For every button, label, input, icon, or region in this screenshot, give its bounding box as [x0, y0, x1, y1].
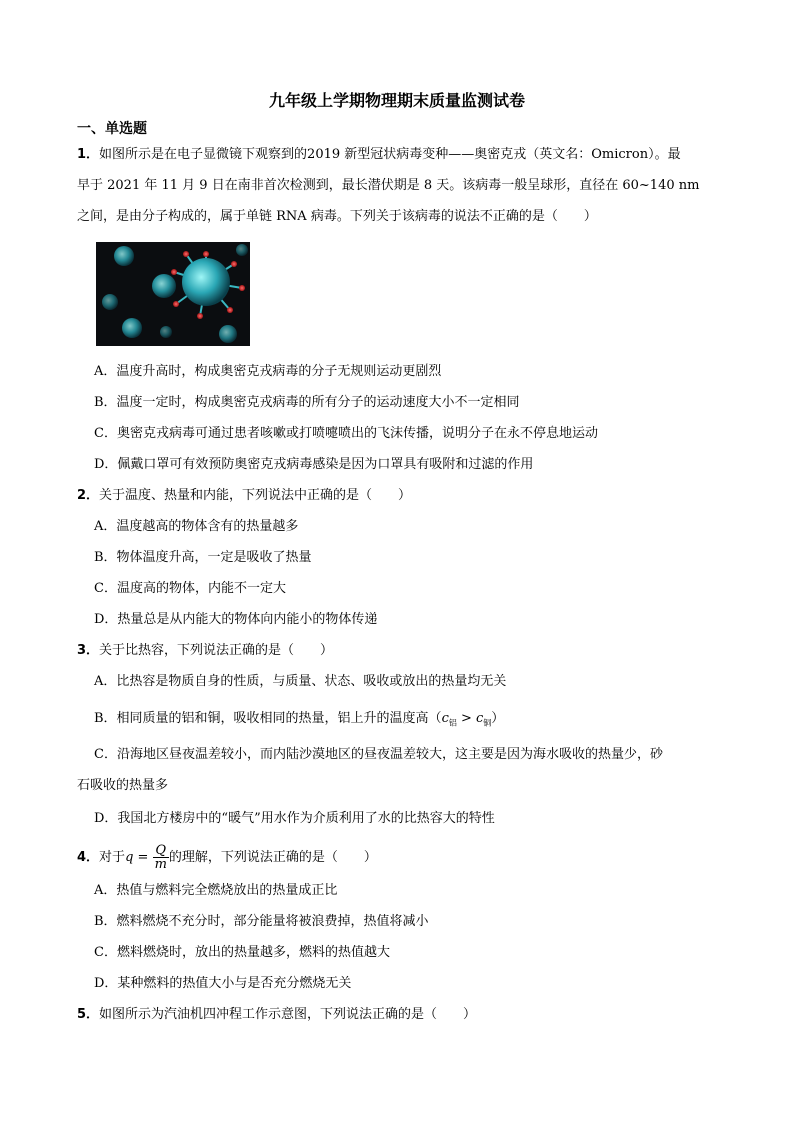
page-title: 九年级上学期物理期末质量监测试卷	[268, 91, 525, 110]
q1-option-a: A．温度升高时，构成奥密克戎病毒的分子无规则运动更剧烈	[94, 364, 442, 379]
equals-sign: =	[133, 850, 153, 865]
fraction	[153, 844, 169, 871]
q3-option-b-text: B．相同质量的铝和铜，吸收相同的热量，铝上升的温度高（	[94, 711, 442, 726]
c-symbol-2: c	[476, 711, 484, 726]
q3-option-d: D．我国北方楼房中的“暖气”用水作为介质利用了水的比热容大的特性	[94, 811, 495, 826]
denominator: m	[154, 857, 167, 872]
virus-microscope-image	[96, 242, 250, 346]
q2-option-b: B．物体温度升高，一定是吸收了热量	[94, 550, 312, 565]
q1-number: 1．	[77, 147, 100, 162]
q4-option-b: B．燃料燃烧不充分时，部分能量将被浪费掉，热值将减小	[94, 914, 429, 929]
copper-subscript: 铜	[483, 718, 492, 728]
q1-option-b: B．温度一定时，构成奥密克戎病毒的所有分子的运动速度大小不一定相同	[94, 395, 520, 410]
q3-number: 3．	[77, 643, 100, 658]
q1-line1	[77, 146, 681, 164]
q4-option-d: D．某种燃料的热值大小与是否充分燃烧无关	[94, 976, 352, 991]
greater-than: >	[456, 711, 477, 726]
q2-stem-line	[77, 487, 411, 505]
section-heading: 一、单选题	[77, 121, 147, 137]
q-symbol: q	[125, 850, 134, 865]
q5-number: 5．	[77, 1007, 100, 1022]
q4-option-a: A．热值与燃料完全燃烧放出的热量成正比	[94, 883, 338, 898]
q5-stem: 如图所示为汽油机四冲程工作示意图，下列说法正确的是（ ）	[99, 1007, 477, 1022]
q5-stem-line	[77, 1006, 476, 1024]
q1-line3: 之间，是由分子构成的，属于单链 RNA 病毒。下列关于该病毒的说法不正确的是（ ）	[77, 209, 597, 224]
q3-option-c-line1: C．沿海地区昼夜温差较小，而内陆沙漠地区的昼夜温差较大，这主要是因为海水吸收的热量少，砂	[94, 747, 663, 762]
q1-option-c: C．奥密克戎病毒可通过患者咳嗽或打喷嚏喷出的飞沫传播，说明分子在永不停息地运动	[94, 426, 598, 441]
q1-option-d: D．佩戴口罩可有效预防奥密克戎病毒感染是因为口罩具有吸附和过滤的作用	[94, 457, 534, 472]
q2-stem: 关于温度、热量和内能，下列说法中正确的是（ ）	[99, 488, 412, 503]
q3-stem: 关于比热容，下列说法正确的是（ ）	[99, 643, 334, 658]
q4-pre: 对于	[99, 850, 126, 865]
q2-option-a: A．温度越高的物体含有的热量越多	[94, 519, 299, 534]
q1-line2: 早于 2021 年 11 月 9 日在南非首次检测到，最长潜伏期是 8 天。该病毒一般呈球形，直径在 60~140 nm	[77, 178, 700, 193]
q2-option-c: C．温度高的物体，内能不一定大	[94, 581, 286, 596]
q2-number: 2．	[77, 488, 100, 503]
q3-stem-line	[77, 642, 333, 660]
q4-stem-line	[77, 844, 377, 871]
q4-post: 的理解，下列说法正确的是（ ）	[168, 850, 377, 865]
aluminum-subscript: 铝	[448, 718, 457, 728]
numerator: Q	[153, 844, 169, 858]
q3-option-b-end: ）	[491, 711, 505, 726]
virus-illustration-icon	[96, 242, 250, 346]
q3-option-b	[94, 710, 504, 733]
q1-text-1: 如图所示是在电子显微镜下观察到的2019 新型冠状病毒变种——奥密克戎（英文名：Omicron）。最	[99, 147, 681, 162]
q4-option-c: C．燃料燃烧时，放出的热量越多，燃料的热值越大	[94, 945, 390, 960]
q4-number: 4．	[77, 850, 100, 865]
q3-option-c-line2: 石吸收的热量多	[77, 778, 169, 793]
q2-option-d: D．热量总是从内能大的物体向内能小的物体传递	[94, 612, 378, 627]
q3-option-a: A．比热容是物质自身的性质，与质量、状态、吸收或放出的热量均无关	[94, 674, 507, 689]
c-symbol-1: c	[441, 711, 449, 726]
